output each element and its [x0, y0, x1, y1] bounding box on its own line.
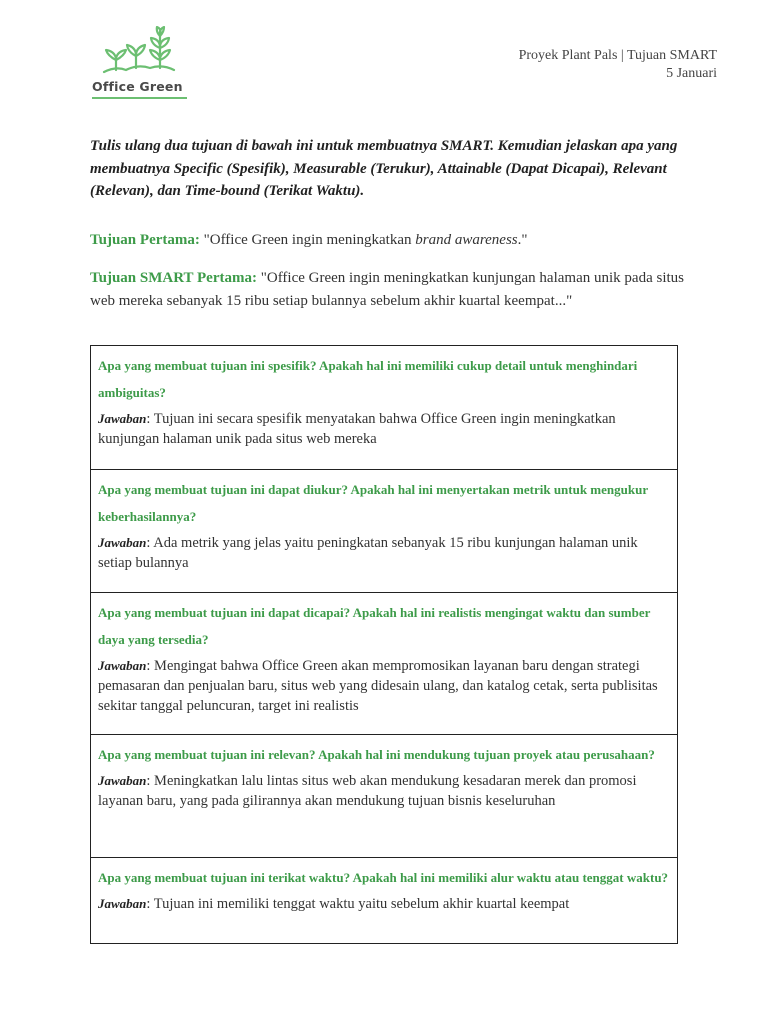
question-time-bound: Apa yang membuat tujuan ini terikat waktu? Apakah hal ini memiliki alur waktu atau tenggat waktu?	[98, 870, 669, 885]
first-goal-label: Tujuan Pertama:	[90, 232, 200, 248]
first-goal-text-end: ."	[517, 232, 528, 248]
logo-wordmark: Office Green	[92, 79, 183, 94]
answer-label: Jawaban	[98, 658, 147, 673]
office-green-logo	[90, 26, 190, 102]
answer-text-relevant: : Meningkatkan lalu lintas situs web akan mendukung kesadaran merek dan promosi layanan baru, yang pada gilirannya akan mendukung tujuan bisnis keseluruhan	[98, 773, 637, 809]
instruction-text: Tulis ulang dua tujuan di bawah ini untuk membuatnya SMART. Kemudian jelaskan apa yang membuatnya Specific (Spesifik), Measurable (Terukur), Attainable (Dapat Dicapai), Relevant (Relevan), dan Time-bound (Terikat Waktu).	[90, 138, 678, 199]
first-smart-goal-label: Tujuan SMART Pertama:	[90, 270, 257, 286]
question-relevant: Apa yang membuat tujuan ini relevan? Apakah hal ini mendukung tujuan proyek atau perusahaan?	[98, 747, 655, 762]
answer-text-attainable: : Mengingat bahwa Office Green akan mempromosikan layanan baru dengan strategi pemasaran dan penjualan baru, situs web yang didesain ulang, dan katalog cetak, serta publisitas sekitar tanggal peluncuran, target ini realistis	[98, 658, 658, 714]
first-goal-text-italic: brand awareness	[415, 232, 518, 248]
document-header	[519, 47, 717, 83]
first-smart-goal	[90, 267, 700, 312]
logo-underline	[92, 97, 187, 99]
question-specific: Apa yang membuat tujuan ini spesifik? Apakah hal ini memiliki cukup detail untuk menghindari ambiguitas?	[98, 358, 638, 400]
answer-label: Jawaban	[98, 773, 147, 788]
document-date: 5 Januari	[666, 66, 717, 81]
qa-cell-specific	[91, 346, 677, 469]
answer-text-measurable: : Ada metrik yang jelas yaitu peningkatan sebanyak 15 ribu kunjungan halaman unik setiap bulannya	[98, 535, 638, 571]
answer-text-specific: : Tujuan ini secara spesifik menyatakan bahwa Office Green ingin meningkatkan kunjungan halaman unik pada situs web mereka	[98, 411, 616, 447]
first-goal-text-start: "Office Green ingin meningkatkan	[199, 232, 416, 248]
answer-relevant	[98, 771, 669, 811]
answer-attainable	[98, 656, 669, 716]
question-measurable: Apa yang membuat tujuan ini dapat diukur? Apakah hal ini menyertakan metrik untuk mengukur keberhasilannya?	[98, 482, 648, 524]
qa-cell-measurable	[91, 469, 677, 592]
answer-label: Jawaban	[98, 896, 147, 911]
answer-label: Jawaban	[98, 411, 147, 426]
answer-text-time-bound: : Tujuan ini memiliki tenggat waktu yaitu sebelum akhir kuartal keempat	[146, 896, 570, 912]
plant-sprouts-icon	[102, 26, 182, 76]
qa-cell-attainable	[91, 592, 677, 734]
project-title: Proyek Plant Pals | Tujuan SMART	[518, 48, 717, 63]
qa-cell-relevant	[91, 734, 677, 857]
smart-criteria-table	[90, 345, 678, 944]
answer-specific	[98, 409, 669, 449]
answer-time-bound	[98, 894, 669, 914]
answer-measurable	[98, 533, 669, 573]
question-attainable: Apa yang membuat tujuan ini dapat dicapai? Apakah hal ini realistis mengingat waktu dan sumber daya yang tersedia?	[98, 605, 651, 647]
first-smart-goal-text: "Office Green ingin meningkatkan kunjungan halaman unik pada situs web mereka sebanyak 15 ribu setiap bulannya sebelum akhir kuartal keempat..."	[90, 270, 684, 309]
qa-cell-time-bound	[91, 857, 677, 943]
answer-label: Jawaban	[98, 535, 147, 550]
first-goal	[90, 229, 700, 252]
